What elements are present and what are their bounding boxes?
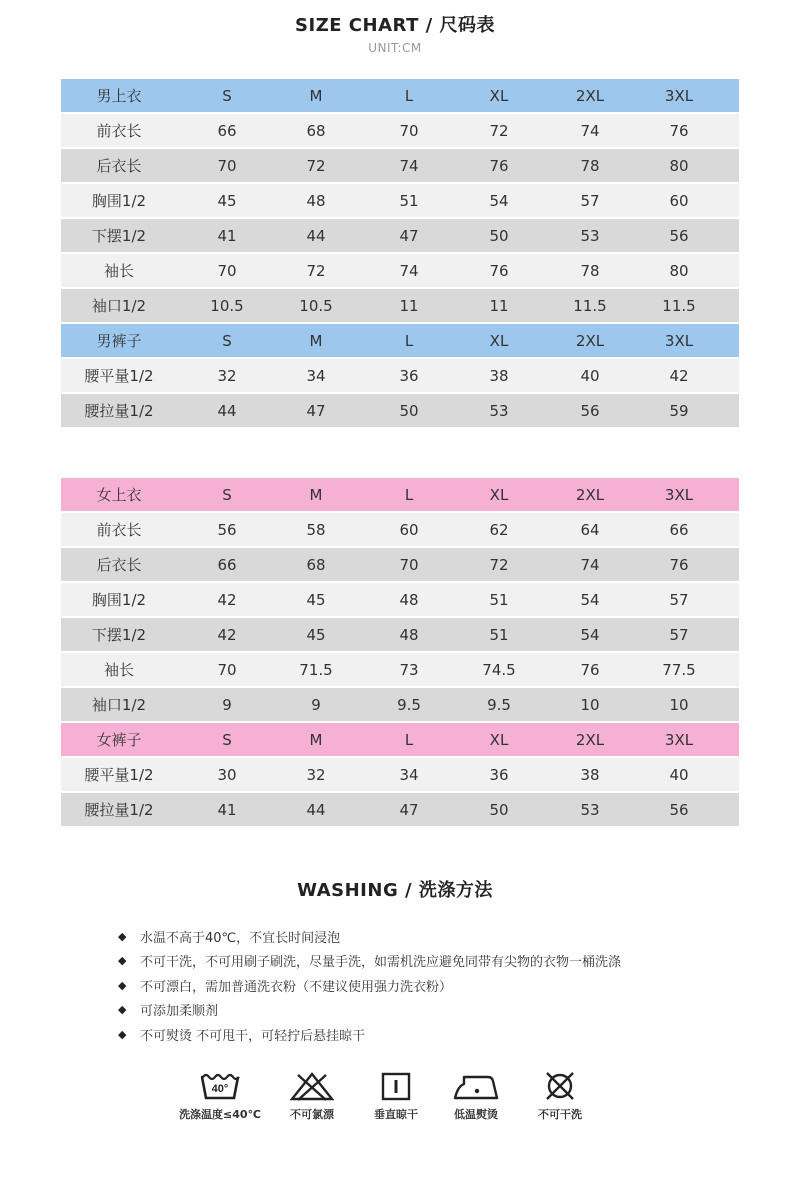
size-label: S <box>222 730 232 749</box>
size-label: L <box>404 730 414 749</box>
measurement-value: 48 <box>306 191 326 210</box>
measurement-value: 54 <box>580 625 600 644</box>
measurement-label: 袖口1/2 <box>91 696 147 714</box>
measurement-value: 62 <box>489 520 509 539</box>
size-label: 2XL <box>575 86 605 105</box>
size-label: M <box>309 730 323 749</box>
washing-instruction-item <box>118 924 738 949</box>
measurement-value: 38 <box>489 366 509 385</box>
garment-type-label: 女上衣 <box>96 486 142 504</box>
measurement-value: 68 <box>306 121 326 140</box>
washing-instructions-list <box>118 924 738 1047</box>
measurement-value: 9 <box>222 695 232 714</box>
low-iron-icon <box>452 1071 500 1101</box>
care-icon-no-dry-clean <box>505 1071 615 1122</box>
size-label: XL <box>489 485 509 504</box>
size-label: M <box>309 485 323 504</box>
measurement-value: 74 <box>580 121 600 140</box>
no-bleach-icon <box>289 1071 335 1101</box>
diamond-bullet-icon: ◆ <box>118 1003 127 1017</box>
measurement-value: 50 <box>489 800 509 819</box>
measurement-value: 80 <box>669 261 689 280</box>
measurement-value: 51 <box>399 191 419 210</box>
measurement-value: 10 <box>669 695 689 714</box>
size-label: L <box>404 86 414 105</box>
size-label: XL <box>489 730 509 749</box>
table-row <box>61 793 739 826</box>
table-row <box>61 289 739 322</box>
measurement-value: 32 <box>306 765 326 784</box>
measurement-label: 腰拉量1/2 <box>84 402 154 420</box>
size-label: XL <box>489 331 509 350</box>
measurement-value: 74 <box>580 555 600 574</box>
measurement-value: 60 <box>399 520 419 539</box>
washing-instruction-text: 可添加柔顺剂 <box>140 1004 219 1020</box>
care-label-no-bleach: 不可氯漂 <box>290 1108 334 1121</box>
measurement-label: 下摆1/2 <box>91 227 147 245</box>
size-label: 2XL <box>575 730 605 749</box>
size-label: 2XL <box>575 331 605 350</box>
measurement-value: 51 <box>489 625 509 644</box>
table-header-row <box>61 324 739 357</box>
measurement-value: 59 <box>669 401 689 420</box>
care-label-no-dry-clean: 不可干洗 <box>538 1108 582 1121</box>
measurement-value: 70 <box>217 660 237 679</box>
measurement-value: 56 <box>669 226 689 245</box>
washing-instruction-text: 水温不高于40℃，不宜长时间浸泡 <box>140 930 341 946</box>
measurement-label: 腰平量1/2 <box>84 367 154 385</box>
measurement-value: 44 <box>217 401 237 420</box>
care-label-line-dry: 垂直晾干 <box>374 1108 418 1121</box>
size-label: S <box>222 86 232 105</box>
measurement-label: 胸围1/2 <box>91 591 147 609</box>
table-row <box>61 219 739 252</box>
measurement-label: 袖长 <box>103 661 134 679</box>
women-size-table <box>61 478 739 828</box>
measurement-value: 41 <box>217 800 237 819</box>
size-label: L <box>404 331 414 350</box>
size-label: L <box>404 485 414 504</box>
table-row <box>61 359 739 392</box>
table-row <box>61 618 739 651</box>
care-label-wash: 洗涤温度≤40℃ <box>179 1108 261 1121</box>
measurement-value: 70 <box>399 555 419 574</box>
measurement-value: 32 <box>217 366 237 385</box>
table-row <box>61 184 739 217</box>
washing-instruction-item <box>118 1022 738 1047</box>
measurement-value: 70 <box>217 156 237 175</box>
care-label-low-iron: 低温熨烫 <box>454 1108 498 1121</box>
measurement-label: 腰平量1/2 <box>84 766 154 784</box>
measurement-value: 42 <box>669 366 689 385</box>
measurement-value: 56 <box>217 520 237 539</box>
measurement-value: 64 <box>580 520 600 539</box>
measurement-value: 57 <box>669 590 689 609</box>
measurement-value: 54 <box>489 191 509 210</box>
measurement-value: 47 <box>399 800 419 819</box>
measurement-value: 11 <box>399 296 419 315</box>
measurement-value: 66 <box>217 121 237 140</box>
measurement-value: 72 <box>489 555 509 574</box>
size-label: 3XL <box>664 331 694 350</box>
measurement-label: 胸围1/2 <box>91 192 147 210</box>
unit-label: UNIT:CM <box>368 41 422 55</box>
measurement-value: 50 <box>399 401 419 420</box>
measurement-value: 53 <box>580 800 600 819</box>
measurement-value: 48 <box>399 590 419 609</box>
diamond-bullet-icon: ◆ <box>118 929 127 943</box>
diamond-bullet-icon: ◆ <box>118 954 127 968</box>
measurement-value: 68 <box>306 555 326 574</box>
table-row <box>61 254 739 287</box>
measurement-value: 42 <box>217 590 237 609</box>
line-dry-icon <box>380 1071 412 1101</box>
measurement-value: 71.5 <box>299 660 333 679</box>
measurement-label: 袖口1/2 <box>91 297 147 315</box>
men-size-table <box>61 79 739 429</box>
table-row <box>61 653 739 686</box>
measurement-value: 45 <box>306 590 326 609</box>
measurement-value: 74.5 <box>482 660 516 679</box>
measurement-value: 80 <box>669 156 689 175</box>
measurement-value: 72 <box>306 156 326 175</box>
table-row <box>61 394 739 427</box>
measurement-value: 54 <box>580 590 600 609</box>
garment-type-label: 男上衣 <box>96 87 142 105</box>
measurement-value: 42 <box>217 625 237 644</box>
measurement-value: 9.5 <box>397 695 421 714</box>
measurement-value: 76 <box>580 660 600 679</box>
washing-instruction-item <box>118 973 738 998</box>
table-row <box>61 149 739 182</box>
washing-instruction-item <box>118 998 738 1023</box>
size-label: M <box>309 331 323 350</box>
size-label: 2XL <box>575 485 605 504</box>
washing-instruction-text: 不可熨烫 不可甩干，可轻拧后悬挂晾干 <box>140 1028 366 1044</box>
measurement-label: 后衣长 <box>96 157 142 175</box>
measurement-value: 34 <box>399 765 419 784</box>
measurement-value: 70 <box>217 261 237 280</box>
size-label: S <box>222 485 232 504</box>
measurement-value: 9 <box>311 695 321 714</box>
measurement-value: 76 <box>669 555 689 574</box>
diamond-bullet-icon: ◆ <box>118 978 127 992</box>
measurement-value: 30 <box>217 765 237 784</box>
measurement-value: 10 <box>580 695 600 714</box>
measurement-value: 76 <box>669 121 689 140</box>
washing-instruction-text: 不可漂白，需加普通洗衣粉（不建议使用强力洗衣粉） <box>140 979 453 995</box>
measurement-value: 76 <box>489 261 509 280</box>
measurement-label: 下摆1/2 <box>91 626 147 644</box>
measurement-label: 前衣长 <box>96 521 142 539</box>
size-label: XL <box>489 86 509 105</box>
measurement-value: 56 <box>669 800 689 819</box>
measurement-value: 78 <box>580 261 600 280</box>
diamond-bullet-icon: ◆ <box>118 1027 127 1041</box>
measurement-value: 48 <box>399 625 419 644</box>
table-header-row <box>61 723 739 756</box>
measurement-value: 47 <box>399 226 419 245</box>
measurement-label: 后衣长 <box>96 556 142 574</box>
measurement-value: 50 <box>489 226 509 245</box>
measurement-value: 47 <box>306 401 326 420</box>
size-label: S <box>222 331 232 350</box>
measurement-value: 78 <box>580 156 600 175</box>
table-row <box>61 548 739 581</box>
garment-type-label: 男裤子 <box>96 332 142 350</box>
measurement-value: 76 <box>489 156 509 175</box>
measurement-label: 腰拉量1/2 <box>84 801 154 819</box>
measurement-value: 72 <box>489 121 509 140</box>
measurement-value: 44 <box>306 226 326 245</box>
measurement-label: 前衣长 <box>96 122 142 140</box>
no-dry-clean-icon <box>542 1071 578 1101</box>
washing-title: WASHING / 洗涤方法 <box>297 880 493 901</box>
size-label: 3XL <box>664 730 694 749</box>
table-header-row <box>61 478 739 511</box>
washing-instruction-text: 不可干洗，不可用刷子刷洗，尽量手洗，如需机洗应避免同带有尖物的衣物一桶洗涤 <box>140 955 622 971</box>
measurement-value: 66 <box>669 520 689 539</box>
measurement-value: 45 <box>217 191 237 210</box>
measurement-label: 袖长 <box>103 262 134 280</box>
size-chart-title: SIZE CHART / 尺码表 <box>295 15 495 36</box>
table-header-row <box>61 79 739 112</box>
garment-type-label: 女裤子 <box>96 731 142 749</box>
size-label: 3XL <box>664 86 694 105</box>
table-row <box>61 758 739 791</box>
measurement-value: 74 <box>399 156 419 175</box>
size-label: M <box>309 86 323 105</box>
measurement-value: 70 <box>399 121 419 140</box>
measurement-value: 11 <box>489 296 509 315</box>
measurement-value: 9.5 <box>487 695 511 714</box>
measurement-value: 40 <box>669 765 689 784</box>
measurement-value: 11.5 <box>573 296 607 315</box>
measurement-value: 57 <box>669 625 689 644</box>
measurement-value: 58 <box>306 520 326 539</box>
measurement-value: 36 <box>399 366 419 385</box>
measurement-value: 38 <box>580 765 600 784</box>
measurement-value: 72 <box>306 261 326 280</box>
table-row <box>61 513 739 546</box>
measurement-value: 60 <box>669 191 689 210</box>
measurement-value: 11.5 <box>662 296 696 315</box>
measurement-value: 57 <box>580 191 600 210</box>
measurement-value: 34 <box>306 366 326 385</box>
measurement-value: 44 <box>306 800 326 819</box>
wash-40-icon <box>198 1071 242 1101</box>
table-row <box>61 688 739 721</box>
measurement-value: 77.5 <box>662 660 696 679</box>
wash-temp-text: 40° <box>211 1083 229 1095</box>
measurement-value: 74 <box>399 261 419 280</box>
measurement-value: 40 <box>580 366 600 385</box>
measurement-value: 10.5 <box>299 296 333 315</box>
measurement-value: 41 <box>217 226 237 245</box>
measurement-value: 66 <box>217 555 237 574</box>
measurement-value: 45 <box>306 625 326 644</box>
measurement-value: 53 <box>489 401 509 420</box>
size-label: 3XL <box>664 485 694 504</box>
measurement-value: 10.5 <box>210 296 244 315</box>
washing-instruction-item <box>118 949 738 974</box>
measurement-value: 73 <box>399 660 419 679</box>
measurement-value: 56 <box>580 401 600 420</box>
measurement-value: 36 <box>489 765 509 784</box>
table-row <box>61 583 739 616</box>
table-row <box>61 114 739 147</box>
measurement-value: 51 <box>489 590 509 609</box>
measurement-value: 53 <box>580 226 600 245</box>
